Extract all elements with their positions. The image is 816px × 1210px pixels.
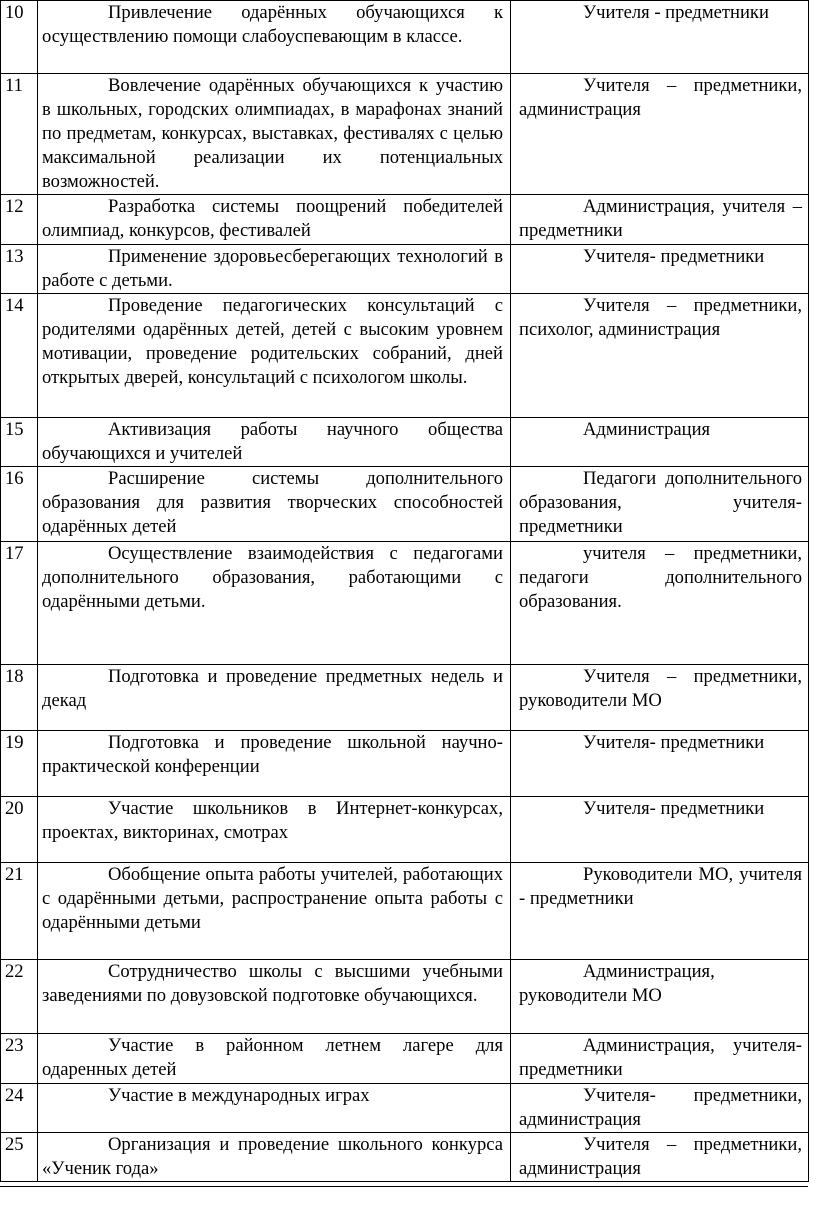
row-number: 18 (1, 665, 38, 731)
activity-cell: Участие школьников в Интернет-конкурсах, проектах, викторинах, смотрах (38, 797, 511, 863)
responsible-cell: Учителя- предметники (511, 731, 809, 797)
activity-cell: Сотрудничество школы с высшими учебными заведениями по довузовской подготовке обучающихся. (38, 960, 511, 1034)
row-number: 22 (1, 960, 38, 1034)
activity-cell: Активизация работы научного общества обучающихся и учителей (38, 418, 511, 467)
table-row (1, 294, 809, 418)
activity-cell: Организация и проведение школьного конкурса «Ученик года» (38, 1133, 511, 1182)
responsible-cell: Администрация, учителя – предметники (511, 195, 809, 245)
page-bottom-rule (0, 1186, 808, 1187)
table-row (1, 863, 809, 960)
row-number: 24 (1, 1084, 38, 1133)
row-number: 11 (1, 74, 38, 195)
responsible-cell: Учителя - предметники (511, 1, 809, 74)
responsible-cell: Руководители МО, учителя - предметники (511, 863, 809, 960)
activity-cell: Разработка системы поощрений победителей олимпиад, конкурсов, фестивалей (38, 195, 511, 245)
responsible-cell: Администрация (511, 418, 809, 467)
activity-cell: Подготовка и проведение предметных недель и декад (38, 665, 511, 731)
responsible-cell: Учителя – предметники, психолог, администрация (511, 294, 809, 418)
table-row (1, 731, 809, 797)
responsible-cell: Учителя- предметники (511, 797, 809, 863)
row-number: 16 (1, 467, 38, 542)
row-number: 19 (1, 731, 38, 797)
table-row (1, 1133, 809, 1182)
responsible-cell: Администрация, руководители МО (511, 960, 809, 1034)
activity-cell: Участие в районном летнем лагере для одаренных детей (38, 1034, 511, 1084)
activity-cell: Расширение системы дополнительного образования для развития творческих способностей одарённых детей (38, 467, 511, 542)
row-number: 23 (1, 1034, 38, 1084)
responsible-cell: учителя – предметники, педагоги дополнительного образования. (511, 542, 809, 665)
table-row (1, 797, 809, 863)
table-row (1, 1084, 809, 1133)
activity-cell: Привлечение одарённых обучающихся к осуществлению помощи слабоуспевающим в классе. (38, 1, 511, 74)
table-row (1, 665, 809, 731)
activity-cell: Подготовка и проведение школьной научно-практической конференции (38, 731, 511, 797)
table-row (1, 542, 809, 665)
activity-cell: Вовлечение одарённых обучающихся к участию в школьных, городских олимпиадах, в марафонах знаний по предметам, конкурсах, выставках, фестивалях с целью максимальной реализации их потенциальных возможностей. (38, 74, 511, 195)
activity-cell: Обобщение опыта работы учителей, работающих с одарёнными детьми, распространение опыта работы с одарёнными детьми (38, 863, 511, 960)
row-number: 20 (1, 797, 38, 863)
activity-cell: Применение здоровьесберегающих технологий в работе с детьми. (38, 245, 511, 294)
table-row (1, 74, 809, 195)
responsible-cell: Учителя- предметники, администрация (511, 1084, 809, 1133)
activity-cell: Участие в международных играх (38, 1084, 511, 1133)
table-row (1, 1034, 809, 1084)
activity-cell: Осуществление взаимодействия с педагогами дополнительного образования, работающими с одарёнными детьми. (38, 542, 511, 665)
responsible-cell: Администрация, учителя- предметники (511, 1034, 809, 1084)
row-number: 15 (1, 418, 38, 467)
table-row (1, 195, 809, 245)
table-row (1, 960, 809, 1034)
row-number: 13 (1, 245, 38, 294)
row-number: 25 (1, 1133, 38, 1182)
responsible-cell: Учителя – предметники, администрация (511, 1133, 809, 1182)
activity-cell: Проведение педагогических консультаций с родителями одарённых детей, детей с высоким уровнем мотивации, проведение родительских собраний, дней открытых дверей, консультаций с психологом школы. (38, 294, 511, 418)
row-number: 17 (1, 542, 38, 665)
table-row (1, 1, 809, 74)
responsible-cell: Учителя – предметники, руководители МО (511, 665, 809, 731)
table-row (1, 467, 809, 542)
row-number: 10 (1, 1, 38, 74)
responsible-cell: Педагоги дополнительного образования, учителя- предметники (511, 467, 809, 542)
table-row (1, 418, 809, 467)
row-number: 14 (1, 294, 38, 418)
row-number: 12 (1, 195, 38, 245)
row-number: 21 (1, 863, 38, 960)
responsible-cell: Учителя- предметники (511, 245, 809, 294)
responsible-cell: Учителя – предметники, администрация (511, 74, 809, 195)
table-row (1, 245, 809, 294)
